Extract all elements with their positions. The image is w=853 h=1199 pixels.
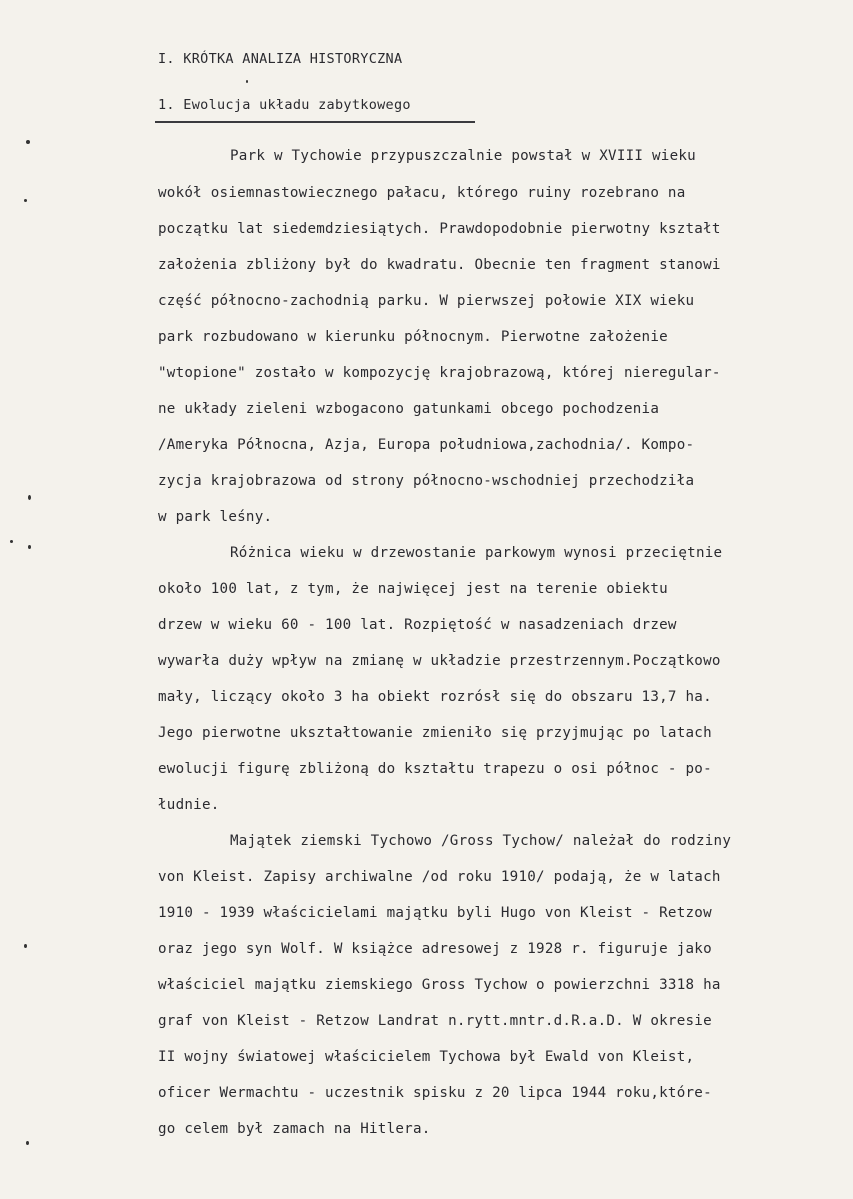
paragraph-3-line: oficer Wermachtu - uczestnik spisku z 20 lipca 1944 roku,które- [158,1085,712,1101]
paragraph-3-line: graf von Kleist - Retzow Landrat n.rytt.mntr.d.R.a.D. W okresie [158,1013,712,1029]
paragraph-1-line: "wtopione" zostało w kompozycję krajobrazową, której nieregular- [158,365,721,381]
paragraph-3-line: oraz jego syn Wolf. W książce adresowej z 1928 r. figuruje jako [158,941,712,957]
scan-speck [10,540,13,543]
paragraph-1-line: zycja krajobrazowa od strony północno-wschodniej przechodziła [158,473,695,489]
paragraph-2-line: łudnie. [158,797,220,813]
paragraph-1-line: park rozbudowano w kierunku północnym. Pierwotne założenie [158,329,668,345]
paragraph-2-line: Jego pierwotne ukształtowanie zmieniło się przyjmując po latach [158,725,712,741]
scan-speck [28,495,31,500]
paragraph-1-line: ne układy zieleni wzbogacono gatunkami obcego pochodzenia [158,401,660,417]
scan-speck [28,545,31,549]
paragraph-2-line: około 100 lat, z tym, że najwięcej jest na terenie obiektu [158,581,668,597]
paragraph-1-line: wokół osiemnastowiecznego pałacu, którego ruiny rozebrano na [158,185,686,201]
section-heading-underline [155,121,475,123]
section-heading: 1. Ewolucja układu zabytkowego [158,97,411,113]
scan-speck [24,944,27,948]
scan-speck [246,80,248,83]
paragraph-2-line: wywarła duży wpływ na zmianę w układzie przestrzennym.Początkowo [158,653,721,669]
chapter-heading: I. KRÓTKA ANALIZA HISTORYCZNA [158,51,403,67]
paragraph-3-line: go celem był zamach na Hitlera. [158,1121,431,1137]
paragraph-2-line: Różnica wieku w drzewostanie parkowym wynosi przeciętnie [230,545,723,561]
paragraph-1-line: początku lat siedemdziesiątych. Prawdopodobnie pierwotny kształt [158,221,721,237]
paragraph-1-line: Park w Tychowie przypuszczalnie powstał w XVIII wieku [230,148,696,164]
paragraph-2-line: mały, liczący około 3 ha obiekt rozrósł się do obszaru 13,7 ha. [158,689,712,705]
scan-speck [26,140,30,144]
paragraph-1-line: część północno-zachodnią parku. W pierwszej połowie XIX wieku [158,293,695,309]
paragraph-2-line: ewolucji figurę zbliżoną do kształtu trapezu o osi północ - po- [158,761,712,777]
paragraph-3-line: II wojny światowej właścicielem Tychowa był Ewald von Kleist, [158,1049,695,1065]
paragraph-1-line: /Ameryka Północna, Azja, Europa południowa,zachodnia/. Kompo- [158,437,695,453]
paragraph-1-line: założenia zbliżony był do kwadratu. Obecnie ten fragment stanowi [158,257,721,273]
scan-speck [26,1141,29,1145]
paragraph-1-line: w park leśny. [158,509,273,525]
paragraph-2-line: drzew w wieku 60 - 100 lat. Rozpiętość w nasadzeniach drzew [158,617,677,633]
paragraph-3-line: właściciel majątku ziemskiego Gross Tychow o powierzchni 3318 ha [158,977,721,993]
paragraph-3-line: 1910 - 1939 właścicielami majątku byli Hugo von Kleist - Retzow [158,905,712,921]
paragraph-3-line: Majątek ziemski Tychowo /Gross Tychow/ należał do rodziny [230,833,732,849]
scan-speck [24,199,27,202]
paragraph-3-line: von Kleist. Zapisy archiwalne /od roku 1910/ podają, że w latach [158,869,721,885]
